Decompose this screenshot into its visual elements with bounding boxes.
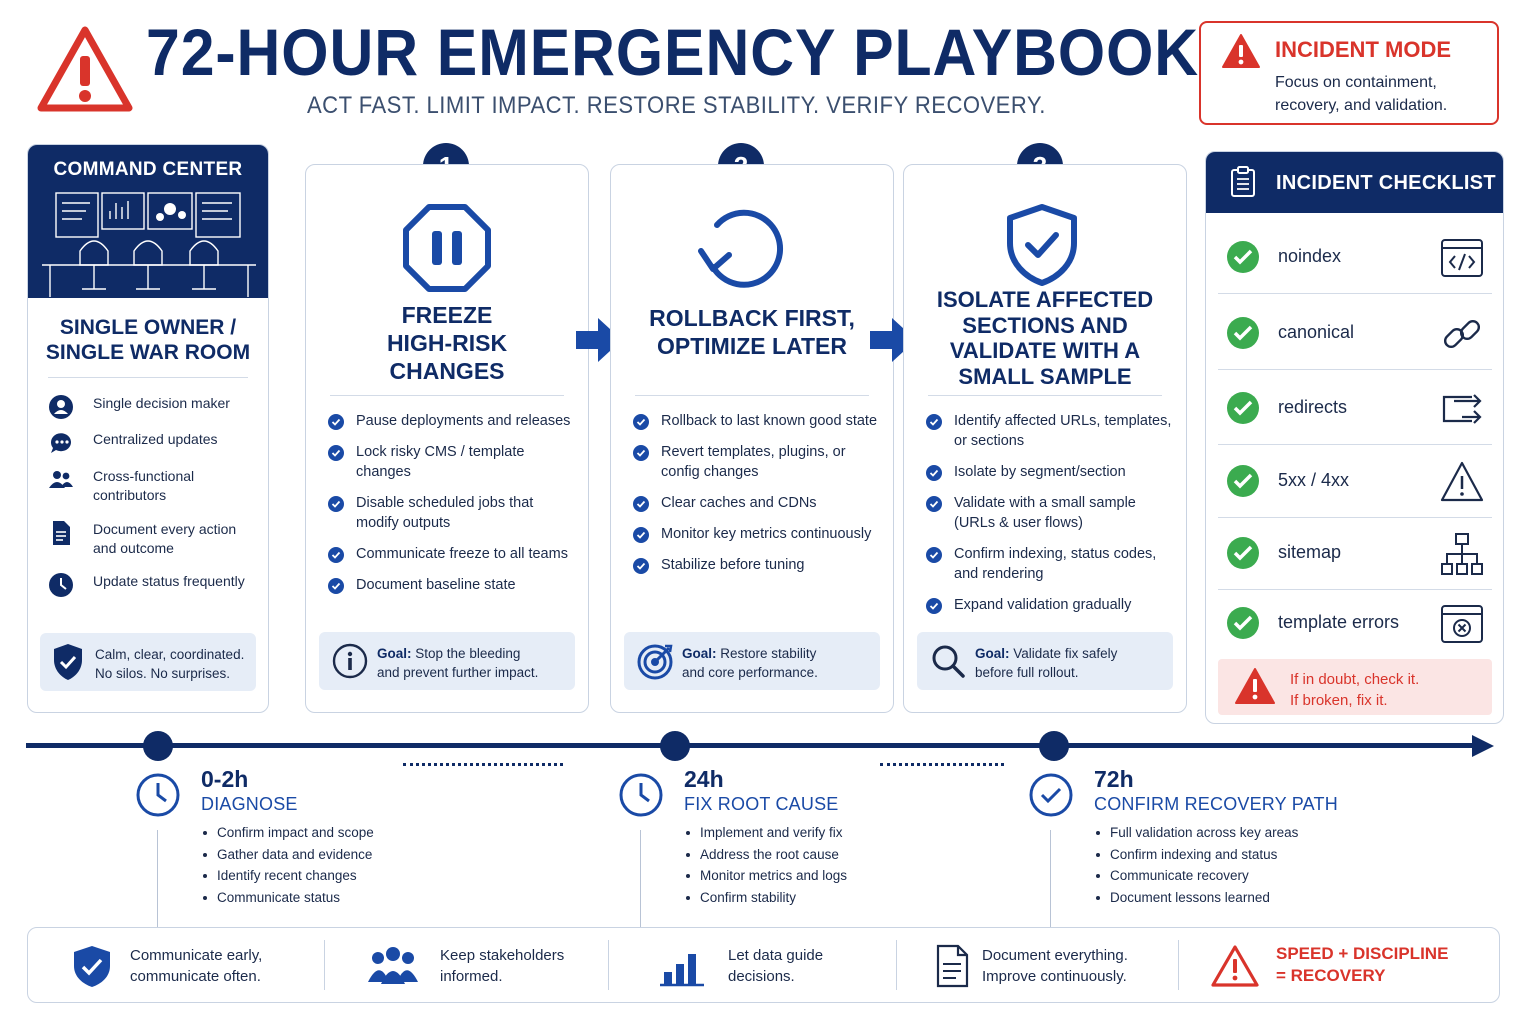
checklist-item-label: redirects — [1278, 397, 1348, 417]
warning-icon — [36, 24, 134, 114]
timeline-dot — [660, 731, 690, 761]
list-item: Full validation across key areas — [1094, 822, 1334, 844]
list-item-text: Rollback to last known good state — [661, 413, 878, 429]
list-item — [633, 411, 883, 431]
list-item-text: Confirm indexing, status codes, and rendering — [954, 546, 1157, 582]
sitemap-icon — [1440, 532, 1484, 576]
principle-line-2: informed. — [440, 968, 503, 985]
command-item-label: Document every action and outcome — [93, 521, 237, 556]
goal-text — [975, 644, 1175, 682]
clock-icon — [48, 572, 74, 598]
check-circle-icon — [1226, 316, 1260, 350]
command-center-panel — [27, 144, 269, 713]
check-circle-icon — [1226, 464, 1260, 498]
war-room-illustration — [42, 189, 256, 297]
list-item — [926, 544, 1176, 584]
principles-footer — [27, 927, 1500, 1003]
command-center-owner — [28, 315, 268, 365]
list-item: Gather data and evidence — [201, 844, 441, 866]
command-item-label: Single decision maker — [93, 395, 230, 411]
step-2-title — [621, 304, 883, 360]
phase-name: CONFIRM RECOVERY PATH — [1094, 794, 1338, 814]
command-center-footer-text — [95, 645, 255, 683]
list-item-text: Communicate freeze to all teams — [356, 546, 568, 562]
step-1-goal — [319, 632, 575, 690]
command-center-footer — [40, 633, 256, 691]
checklist-item-label: sitemap — [1278, 542, 1342, 562]
check-circle-icon — [926, 414, 942, 430]
clock-icon — [135, 772, 181, 818]
link-icon — [1440, 312, 1484, 356]
list-item: Communicate status — [201, 887, 441, 909]
phase-time: 0-2h — [201, 766, 249, 792]
check-circle-icon — [328, 445, 344, 461]
checklist-item — [1218, 298, 1492, 370]
list-item — [328, 442, 578, 482]
checklist-warning — [1218, 659, 1492, 715]
phase-list — [684, 822, 924, 908]
timeline-dot — [1039, 731, 1069, 761]
divider — [635, 395, 869, 396]
warning-line-2: If broken, fix it. — [1290, 692, 1388, 709]
check-circle-icon — [926, 598, 942, 614]
target-icon — [636, 642, 674, 680]
goal-line-1: Stop the bleeding — [415, 646, 521, 661]
goal-line-2: and prevent further impact. — [377, 665, 539, 680]
list-item — [633, 493, 883, 513]
incident-mode-line-2: recovery, and validation. — [1275, 97, 1448, 114]
command-item-label: Update status frequently — [93, 573, 245, 589]
phase-list — [201, 822, 441, 908]
divider — [330, 395, 564, 396]
list-item — [633, 442, 883, 482]
document-icon — [930, 944, 974, 988]
principle-line-1: Document everything. — [982, 947, 1128, 964]
principle-line-1: SPEED + DISCIPLINE — [1276, 944, 1449, 963]
list-item — [328, 544, 578, 564]
check-circle-icon — [328, 578, 344, 594]
list-item — [633, 524, 883, 544]
goal-line-1: Restore stability — [720, 646, 817, 661]
command-item-label: Cross-functional contributors — [93, 468, 195, 503]
timeline-line — [26, 743, 1476, 748]
list-item — [328, 493, 578, 533]
list-item-text: Identify affected URLs, templates, or sections — [954, 413, 1172, 449]
check-circle-icon — [633, 414, 649, 430]
title-line: VALIDATE WITH A — [949, 338, 1141, 363]
warning-line-1: If in doubt, check it. — [1290, 671, 1420, 688]
shield-check-icon — [1004, 203, 1080, 287]
owner-line-1: SINGLE OWNER / — [59, 316, 237, 339]
check-circle-icon — [1226, 391, 1260, 425]
bar-chart-icon — [660, 944, 704, 988]
step-3-title — [914, 287, 1176, 389]
title-line: FREEZE — [401, 302, 493, 328]
title-line: HIGH-RISK — [386, 330, 508, 356]
title-line: SMALL SAMPLE — [958, 363, 1132, 389]
principle-line-1: Let data guide — [728, 947, 824, 964]
checklist-item-label: 5xx / 4xx — [1278, 470, 1350, 490]
command-center-header — [28, 145, 268, 298]
checklist-item — [1218, 588, 1492, 660]
principle-line-2: communicate often. — [130, 968, 261, 985]
clock-icon — [618, 772, 664, 818]
list-item — [926, 595, 1176, 615]
principle-line-2: decisions. — [728, 968, 795, 985]
document-icon — [48, 520, 74, 546]
divider — [928, 395, 1162, 396]
warning-text — [1290, 669, 1419, 711]
step-card-isolate — [903, 164, 1187, 713]
title-line: SECTIONS AND — [962, 312, 1128, 338]
list-item-text: Monitor key metrics continuously — [661, 526, 872, 542]
list-item: Communicate recovery — [1094, 865, 1334, 887]
goal-text — [682, 644, 882, 682]
rollback-icon — [693, 201, 787, 291]
chat-icon — [48, 430, 74, 456]
phase-list — [1094, 822, 1334, 908]
checklist-item — [1218, 446, 1492, 518]
list-item-text: Validate with a small sample (URLs & user flows) — [954, 495, 1136, 531]
team-icon — [48, 467, 74, 493]
list-item — [926, 411, 1176, 451]
page-title: 72-HOUR EMERGENCY PLAYBOOK — [146, 15, 1199, 89]
check-circle-icon — [1028, 772, 1074, 818]
check-circle-icon — [1226, 606, 1260, 640]
command-item-label: Centralized updates — [93, 431, 218, 447]
list-item-text: Disable scheduled jobs that modify outputs — [356, 495, 534, 531]
timeline-dotted-segment — [880, 763, 1004, 766]
incident-checklist — [1205, 151, 1504, 724]
checklist-item — [1218, 222, 1492, 294]
goal-label: Goal: — [377, 646, 412, 661]
check-circle-icon — [926, 496, 942, 512]
footer-line-1: Calm, clear, coordinated. — [95, 647, 245, 662]
check-circle-icon — [328, 547, 344, 563]
people-icon — [368, 944, 418, 988]
list-item — [633, 555, 883, 575]
principle-line-2: Improve continuously. — [982, 968, 1127, 985]
list-item — [926, 493, 1176, 533]
check-circle-icon — [328, 496, 344, 512]
incident-mode-line-1: Focus on containment, — [1275, 74, 1437, 91]
user-icon — [48, 394, 74, 420]
list-item: Monitor metrics and logs — [684, 865, 924, 887]
check-circle-icon — [633, 496, 649, 512]
redirect-arrow-icon — [1440, 387, 1484, 431]
page-subtitle: ACT FAST. LIMIT IMPACT. RESTORE STABILITY. VERIFY RECOVERY. — [307, 92, 1046, 119]
check-circle-icon — [926, 465, 942, 481]
principle-line-1: Communicate early, — [130, 947, 263, 964]
footer-line-2: No silos. No surprises. — [95, 666, 231, 681]
list-item-text: Expand validation gradually — [954, 597, 1132, 613]
principle-line-2: = RECOVERY — [1276, 966, 1386, 985]
check-circle-icon — [633, 445, 649, 461]
phase-name: DIAGNOSE — [201, 794, 298, 814]
list-item-text: Revert templates, plugins, or config changes — [661, 444, 846, 480]
phase-time: 24h — [684, 766, 724, 792]
title-line: OPTIMIZE LATER — [657, 333, 847, 359]
shield-check-icon — [52, 642, 84, 682]
principle-stakeholders — [324, 928, 608, 1002]
list-item-text: Document baseline state — [356, 577, 516, 593]
phase-time: 72h — [1094, 766, 1134, 792]
error-window-icon — [1440, 602, 1484, 646]
list-item: Confirm impact and scope — [201, 822, 441, 844]
principle-text — [440, 945, 564, 987]
title-line: ROLLBACK FIRST, — [649, 305, 855, 331]
principle-text — [1276, 943, 1448, 987]
warning-icon — [1221, 33, 1261, 69]
principle-text — [982, 945, 1128, 987]
principle-speed-discipline — [1178, 928, 1498, 1002]
clipboard-icon — [1230, 166, 1256, 198]
list-item — [328, 411, 578, 431]
title-line: CHANGES — [389, 358, 505, 384]
list-item: Document lessons learned — [1094, 887, 1334, 909]
list-item: Identify recent changes — [201, 865, 441, 887]
goal-label: Goal: — [975, 646, 1010, 661]
list-item-text: Stabilize before tuning — [661, 557, 805, 573]
goal-line-1: Validate fix safely — [1013, 646, 1118, 661]
principle-text — [130, 945, 262, 987]
list-item — [926, 462, 1176, 482]
incident-mode-title: INCIDENT MODE — [1275, 37, 1451, 62]
goal-line-2: and core performance. — [682, 665, 818, 680]
list-item: Address the root cause — [684, 844, 924, 866]
check-circle-icon — [1226, 240, 1260, 274]
step-card-freeze — [305, 164, 589, 713]
principle-text — [728, 945, 823, 987]
goal-text — [377, 644, 577, 682]
checklist-item — [1218, 373, 1492, 445]
checklist-item-label: canonical — [1278, 322, 1355, 342]
shield-check-icon — [70, 944, 114, 988]
step-card-rollback — [610, 164, 894, 713]
principle-communicate — [28, 928, 324, 1002]
divider — [48, 377, 248, 378]
step-2-list — [633, 411, 883, 586]
check-circle-icon — [1226, 536, 1260, 570]
checklist-item-label: template errors — [1278, 612, 1400, 632]
pause-octagon-icon — [402, 203, 492, 293]
code-window-icon — [1440, 236, 1484, 280]
incident-mode-banner — [1199, 21, 1499, 125]
timeline-dot — [143, 731, 173, 761]
timeline-dotted-segment — [403, 763, 563, 766]
list-item: Confirm indexing and status — [1094, 844, 1334, 866]
goal-label: Goal: — [682, 646, 717, 661]
list-item-text: Lock risky CMS / template changes — [356, 444, 525, 480]
checklist-item-label: noindex — [1278, 246, 1342, 266]
command-center-title: COMMAND CENTER — [53, 159, 243, 180]
principle-data — [608, 928, 896, 1002]
warning-icon — [1210, 944, 1260, 988]
list-item-text: Isolate by segment/section — [954, 464, 1126, 480]
step-1-list — [328, 411, 578, 606]
incident-mode-text — [1275, 71, 1490, 117]
search-icon — [929, 642, 967, 680]
goal-line-2: before full rollout. — [975, 665, 1079, 680]
list-item: Implement and verify fix — [684, 822, 924, 844]
check-circle-icon — [633, 558, 649, 574]
owner-line-2: SINGLE WAR ROOM — [45, 341, 251, 364]
principle-document — [896, 928, 1196, 1002]
phase-name: FIX ROOT CAUSE — [684, 794, 839, 814]
principle-line-1: Keep stakeholders — [440, 947, 565, 964]
step-3-list — [926, 411, 1176, 626]
warning-icon — [1440, 460, 1484, 504]
check-circle-icon — [633, 527, 649, 543]
list-item — [328, 575, 578, 595]
checklist-header — [1206, 152, 1503, 213]
list-item-text: Pause deployments and releases — [356, 413, 571, 429]
timeline-arrowhead — [1472, 735, 1494, 757]
title-line: ISOLATE AFFECTED — [936, 287, 1154, 312]
step-1-title — [316, 301, 578, 385]
info-icon — [331, 642, 369, 680]
list-item-text: Clear caches and CDNs — [661, 495, 817, 511]
check-circle-icon — [328, 414, 344, 430]
warning-icon — [1234, 667, 1276, 705]
step-3-goal — [917, 632, 1173, 690]
step-2-goal — [624, 632, 880, 690]
check-circle-icon — [926, 547, 942, 563]
checklist-title: INCIDENT CHECKLIST — [1276, 172, 1496, 194]
list-item: Confirm stability — [684, 887, 924, 909]
checklist-item — [1218, 518, 1492, 590]
